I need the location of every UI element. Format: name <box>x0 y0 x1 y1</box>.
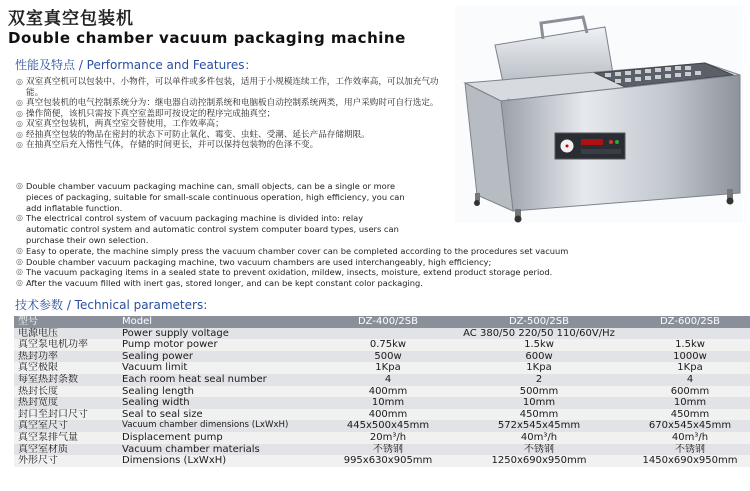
table-row <box>14 409 750 421</box>
param-en: Sealing length <box>118 386 314 398</box>
header-cell: DZ-600/2SB <box>616 316 750 328</box>
param-value: 445x500x45mm <box>314 420 462 432</box>
bullet-icon: ◎ <box>16 108 23 118</box>
feature-cn-item: ◎ 在抽真空后充入惰性气体，存储的时间更长，并可以保持包装物的色泽不变。 <box>16 140 319 150</box>
feature-en-item: ◎ The vacuum packaging items in a sealed state to prevent oxidation, mildew, insects, moisture, extend product storage period. <box>16 267 553 278</box>
param-en: Sealing width <box>118 397 314 409</box>
param-value: 10mm <box>462 397 616 409</box>
param-value: 1Kpa <box>616 362 750 374</box>
param-value: 0.75kw <box>314 339 462 351</box>
param-value: 10mm <box>314 397 462 409</box>
header-cell: 型号 <box>14 316 118 328</box>
machine-image <box>455 5 743 223</box>
bullet-icon: ◎ <box>16 267 23 277</box>
param-value: 10mm <box>616 397 750 409</box>
param-en: Vacuum limit <box>118 362 314 374</box>
param-value: 572x545x45mm <box>462 420 616 432</box>
param-en: Vacuum chamber dimensions (LxWxH) <box>118 420 314 432</box>
table-row <box>14 432 750 444</box>
param-cn: 真空极限 <box>14 362 118 374</box>
table-row <box>14 328 750 340</box>
param-cn: 热封长度 <box>14 386 118 398</box>
param-value: 600w <box>462 351 616 363</box>
features-heading: 性能及特点 / Performance and Features： <box>15 58 257 72</box>
feature-en-item: ◎ After the vacuum filled with inert gas, stored longer, and can be kept constant color packaging. <box>16 278 423 289</box>
param-value: 400mm <box>314 386 462 398</box>
feature-cn-item: ◎ 双室真空包装机，两真空室交替使用，工作效率高； <box>16 119 224 129</box>
param-value: 1.5kw <box>462 339 616 351</box>
table-header-row <box>14 316 750 328</box>
param-cn: 电源电压 <box>14 328 118 340</box>
bullet-icon: ◎ <box>16 119 23 128</box>
param-value: 400mm <box>314 409 462 421</box>
feature-en-item: ◎ Double chamber vacuum packaging machine can, small objects, can be a single or more pieces of packaging, suitable for small-scale continuous operation, high efficiency, you can add inflatable function. <box>16 181 405 213</box>
param-value: 600mm <box>616 386 750 398</box>
bullet-icon: ◎ <box>16 98 23 107</box>
page-title-en: Double chamber vacuum packaging machine <box>8 29 406 47</box>
bullet-icon: ◎ <box>16 129 23 139</box>
param-en: Sealing power <box>118 351 314 363</box>
param-value: 500mm <box>462 386 616 398</box>
param-value: 450mm <box>616 409 750 421</box>
param-value: 20m³/h <box>314 432 462 444</box>
param-value: 500w <box>314 351 462 363</box>
table-row <box>14 374 750 386</box>
param-value: 1000w <box>616 351 750 363</box>
header-cell: DZ-400/2SB <box>314 316 462 328</box>
param-cn: 真空室尺寸 <box>14 420 118 432</box>
param-value: 40m³/h <box>616 432 750 444</box>
bullet-icon: ◎ <box>16 245 23 255</box>
param-cn: 热封功率 <box>14 351 118 363</box>
params-heading: 技术参数 / Technical parameters: <box>15 298 208 312</box>
feature-en-item: ◎ The electrical control system of vacuum packaging machine is divided into: relay automatic control system and automatic control system computer board types, users can purchase their own selection. <box>16 213 399 245</box>
param-en: Vacuum chamber materials <box>118 444 314 456</box>
param-cn: 真空泵电机功率 <box>14 339 118 351</box>
param-cn: 真空室材质 <box>14 444 118 456</box>
param-value: 2 <box>462 374 616 386</box>
feature-en-item: ◎ Easy to operate, the machine simply press the vacuum chamber cover can be completed according to the procedures set vacuum <box>16 245 569 256</box>
bullet-icon: ◎ <box>16 256 23 266</box>
param-value: 40m³/h <box>462 432 616 444</box>
bullet-icon: ◎ <box>16 213 23 223</box>
param-value: 4 <box>314 374 462 386</box>
feature-cn-item: ◎ 经抽真空包装的物品在密封的状态下可防止氧化、霉变、虫蛀、受潮、延长产品存储期限。 <box>16 129 370 140</box>
param-value: 1Kpa <box>314 362 462 374</box>
param-value: 不锈钢 <box>462 444 616 456</box>
header-cell: Model <box>118 316 314 328</box>
table-row <box>14 386 750 398</box>
param-cn: 封口至封口尺寸 <box>14 409 118 421</box>
param-value: 1Kpa <box>462 362 616 374</box>
param-value: 995x630x905mm <box>314 455 462 467</box>
spec-table <box>14 316 750 467</box>
page-title-cn: 双室真空包装机 <box>8 9 134 29</box>
param-value: 1250x690x950mm <box>462 455 616 467</box>
param-en: Power supply voltage <box>118 328 314 340</box>
table-row <box>14 351 750 363</box>
param-en: Dimensions (LxWxH) <box>118 455 314 467</box>
table-row <box>14 444 750 456</box>
table-row <box>14 339 750 351</box>
bullet-icon: ◎ <box>16 77 23 86</box>
bullet-icon: ◎ <box>16 181 23 190</box>
header-cell: DZ-500/2SB <box>462 316 616 328</box>
table-row <box>14 420 750 432</box>
param-en: Pump motor power <box>118 339 314 351</box>
param-value: 670x545x45mm <box>616 420 750 432</box>
param-value: AC 380/50 220/50 110/60V/Hz <box>314 328 750 340</box>
bullet-icon: ◎ <box>16 140 23 149</box>
param-cn: 每室热封条数 <box>14 374 118 386</box>
param-en: Each room heat seal number <box>118 374 314 386</box>
feature-cn-item: ◎ 操作简便，该机只需按下真空室盖即可按设定的程序完成抽真空； <box>16 108 276 119</box>
feature-cn-item: ◎ 双室真空机可以包装中、小物件，可以单件或多件包装，适用于小规模连续工作，工作效率高，可以加充气功能。 <box>16 77 439 98</box>
param-value: 不锈钢 <box>616 444 750 456</box>
features-cn-list <box>16 77 446 151</box>
param-en: Displacement pump <box>118 432 314 444</box>
table-row <box>14 455 750 467</box>
param-cn: 热封宽度 <box>14 397 118 409</box>
param-value: 1.5kw <box>616 339 750 351</box>
param-value: 450mm <box>462 409 616 421</box>
feature-en-item: ◎ Double chamber vacuum packaging machine, two vacuum chambers are used interchangeably, high efficiency; <box>16 256 492 267</box>
param-cn: 真空泵排气量 <box>14 432 118 444</box>
table-row <box>14 362 750 374</box>
param-value: 1450x690x950mm <box>616 455 750 467</box>
param-value: 不锈钢 <box>314 444 462 456</box>
param-en: Seal to seal size <box>118 409 314 421</box>
table-row <box>14 397 750 409</box>
param-cn: 外形尺寸 <box>14 455 118 467</box>
param-value: 4 <box>616 374 750 386</box>
bullet-icon: ◎ <box>16 278 23 288</box>
feature-cn-item: ◎ 真空包装机的电气控制系统分为：继电器自动控制系统和电脑板自动控制系统两类，用户采购时可自行选定。 <box>16 98 439 108</box>
